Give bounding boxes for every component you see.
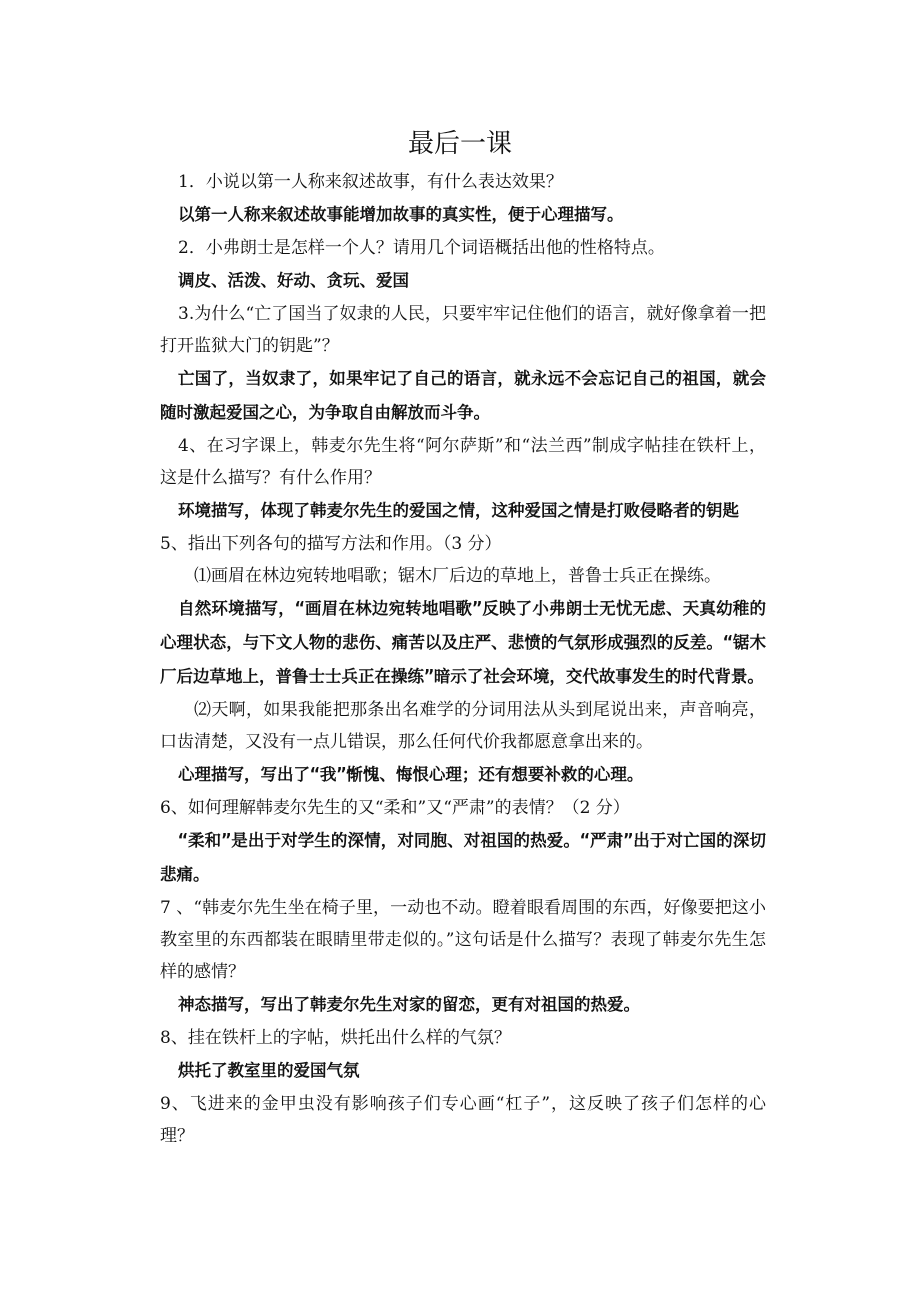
- question-3: 3.为什么“亡了国当了奴隶的人民，只要牢牢记住他们的语言，就好像拿着一把打开监狱大门的钥匙”？: [160, 304, 766, 356]
- answer-6: “柔和”是出于对学生的深情，对同胞、对祖国的热爱。“严肃”出于对亡国的深切悲痛。: [160, 831, 766, 884]
- question-9: 9、飞进来的金甲虫没有影响孩子们专心画“杠子”，这反映了孩子们怎样的心理？: [160, 1094, 766, 1146]
- question-4: 4、在习字课上，韩麦尔先生将“阿尔萨斯”和“法兰西”制成字帖挂在铁杆上，这是什么描写？有什么作用？: [160, 436, 766, 488]
- question-5-sub-1: ⑴画眉在林边宛转地唱歌；锯木厂后边的草地上，普鲁士兵正在操练。: [194, 566, 721, 586]
- answer-5-2: 心理描写，写出了“我”惭愧、悔恨心理；还有想要补救的心理。: [178, 765, 644, 784]
- page-title: 最后一课: [407, 129, 512, 159]
- answer-7: 神态描写，写出了韩麦尔先生对家的留恋，更有对祖国的热爱。: [178, 995, 640, 1014]
- question-5-sub-2: ⑵天啊，如果我能把那条出名难学的分词用法从头到尾说出来，声音响亮，口齿清楚，又没有一点儿错误，那么任何代价我都愿意拿出来的。: [160, 700, 766, 752]
- answer-3: 亡国了，当奴隶了，如果牢记了自己的语言，就永远不会忘记自己的祖国，就会随时激起爱国之心，为争取自由解放而斗争。: [160, 369, 766, 422]
- answer-2: 调皮、活泼、好动、贪玩、爱国: [178, 271, 409, 290]
- answer-5-1: 自然环境描写，“画眉在林边宛转地唱歌”反映了小弗朗士无忧无虑、天真幼稚的心理状态，与下文人物的悲伤、痛苦以及庄严、悲愤的气氛形成强烈的反差。“锯木厂后边草地上，普鲁士士兵正在操练”暗示了社会环境，交代故事发生的时代背景。: [160, 599, 766, 686]
- question-5: 5、指出下列各句的描写方法和作用。（3 分）: [160, 534, 502, 554]
- question-8: 8、挂在铁杆上的字帖，烘托出什么样的气氛？: [160, 1028, 511, 1048]
- document-body: [160, 166, 766, 1152]
- question-1: 1．小说以第一人称来叙述故事，有什么表达效果？: [178, 172, 563, 192]
- question-2: 2．小弗朗士是怎样一个人？请用几个词语概括出他的性格特点。: [178, 238, 665, 258]
- question-7: 7 、“韩麦尔先生坐在椅子里，一动也不动。瞪着眼看周围的东西，好像要把这小教室里的东西都装在眼睛里带走似的。”这句话是什么描写？表现了韩麦尔先生怎样的感情？: [160, 898, 766, 982]
- answer-8: 烘托了教室里的爱国气氛: [178, 1061, 360, 1080]
- answer-1: 以第一人称来叙述故事能增加故事的真实性，便于心理描写。: [178, 205, 624, 224]
- question-6: 6、如何理解韩麦尔先生的又“柔和”又“严肃”的表情？（2 分）: [160, 798, 630, 818]
- answer-4: 环境描写，体现了韩麦尔先生的爱国之情，这种爱国之情是打败侵略者的钥匙: [178, 501, 739, 520]
